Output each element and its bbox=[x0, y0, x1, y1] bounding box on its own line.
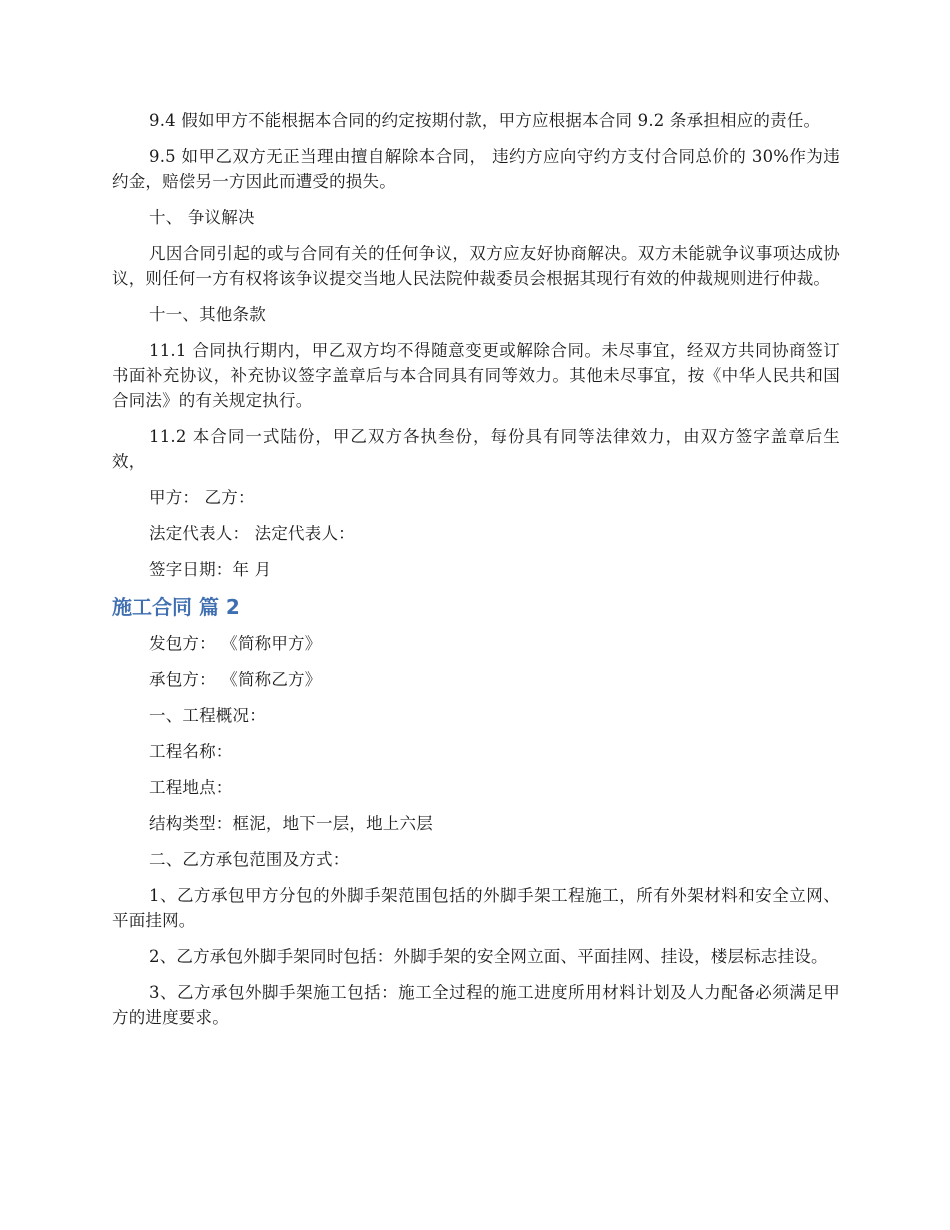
scope-title: 二、乙方承包范围及方式： bbox=[149, 850, 350, 869]
party-signature-line: 甲方： 乙方： bbox=[149, 488, 255, 507]
clause-9-4: 9.4 假如甲方不能根据本合同的约定按期付款，甲方应根据本合同 9.2 条承担相应的责任。 bbox=[149, 111, 821, 130]
scope-item-2: 2、乙方承包外脚手架同时包括：外脚手架的安全网立面、平面挂网、挂设，楼层标志挂设。 bbox=[149, 947, 828, 966]
clause-11-2: 11.2 本合同一式陆份，甲乙双方各执叁份，每份具有同等法律效力，由双方签字盖章后生效， bbox=[112, 427, 840, 471]
legal-representative-line: 法定代表人： 法定代表人： bbox=[149, 524, 355, 543]
project-name-line: 工程名称： bbox=[149, 742, 233, 761]
dispute-paragraph: 凡因合同引起的或与合同有关的任何争议，双方应友好协商解决。双方未能就争议事项达成协议，则任何一方有权将该争议提交当地人民法院仲裁委员会根据其现行有效的仲裁规则进行仲裁。 bbox=[112, 244, 840, 288]
section-title-other-terms: 十一、其他条款 bbox=[149, 305, 266, 324]
section-title-dispute: 十、 争议解决 bbox=[149, 208, 255, 227]
document-page bbox=[112, 108, 840, 1041]
clause-9-5: 9.5 如甲乙双方无正当理由擅自解除本合同， 违约方应向守约方支付合同总价的 30%作为违约金，赔偿另一方因此而遭受的损失。 bbox=[112, 147, 840, 191]
project-overview-title: 一、工程概况： bbox=[149, 706, 266, 725]
project-location-line: 工程地点： bbox=[149, 778, 233, 797]
signing-date-line: 签字日期：年 月 bbox=[149, 560, 272, 579]
employer-line: 发包方： 《简称甲方》 bbox=[149, 634, 322, 653]
structure-type-line: 结构类型：框泥，地下一层，地上六层 bbox=[149, 814, 433, 833]
clause-11-1: 11.1 合同执行期内，甲乙双方均不得随意变更或解除合同。未尽事宜，经双方共同协商签订书面补充协议，补充协议签字盖章后与本合同具有同等效力。其他未尽事宜，按《中华人民共和国合同法》的有关规定执行。 bbox=[112, 341, 840, 410]
scope-item-1: 1、乙方承包甲方分包的外脚手架范围包括的外脚手架工程施工，所有外架材料和安全立网、平面挂网。 bbox=[112, 886, 840, 930]
scope-item-3: 3、乙方承包外脚手架施工包括：施工全过程的施工进度所用材料计划及人力配备必须满足甲方的进度要求。 bbox=[112, 983, 840, 1027]
section-heading: 施工合同 篇 2 bbox=[112, 595, 240, 619]
contractor-line: 承包方： 《简称乙方》 bbox=[149, 670, 322, 689]
